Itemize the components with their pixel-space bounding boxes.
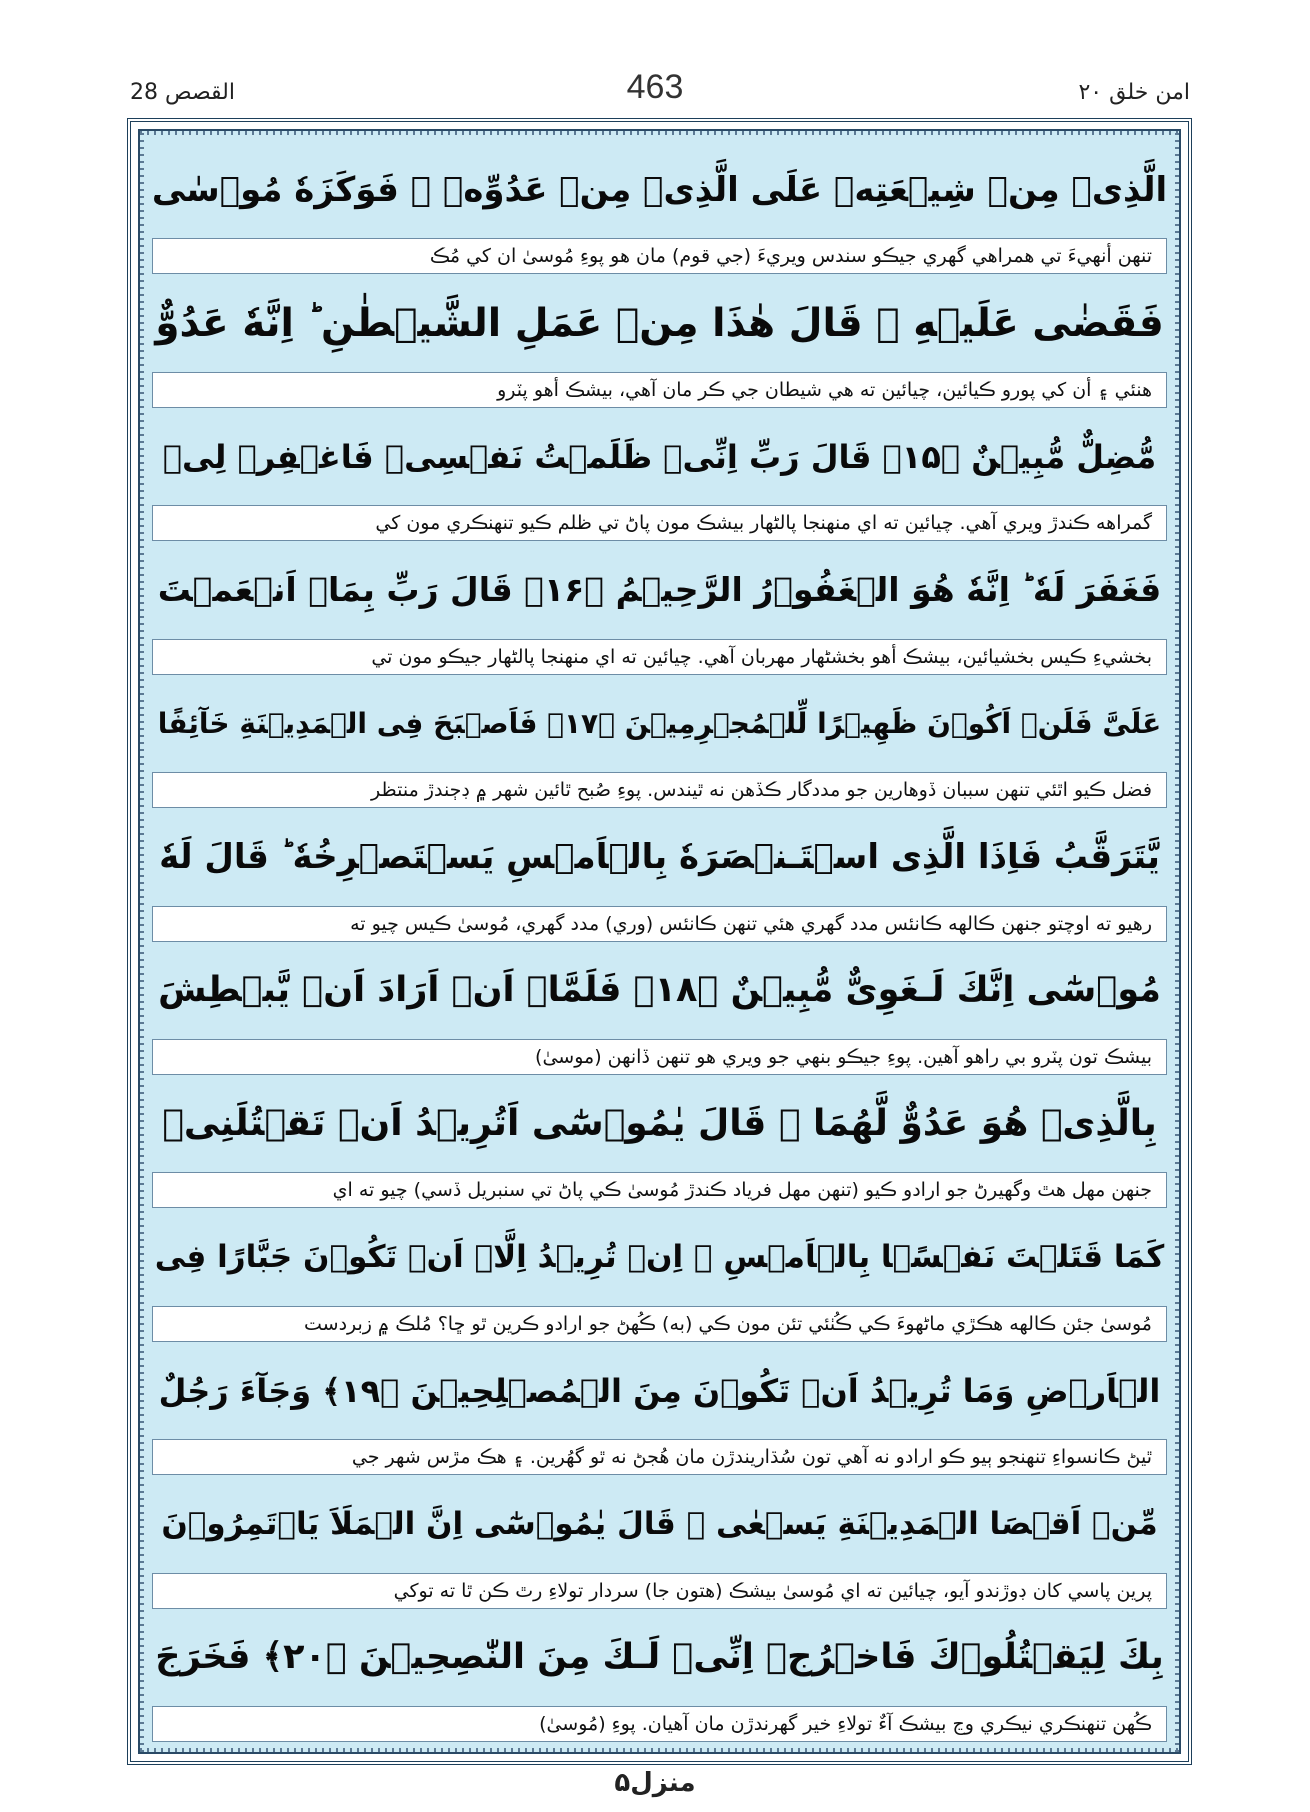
verse-line <box>152 1609 1167 1742</box>
translation-text: جنهن مهل هٿ وگهيرڻ جو ارادو ڪيو (تنهن مهل فرياد ڪندڙ مُوسىٰ ڪي پاڻ تي سنبريل ڏسي) چيو ته اي <box>152 1172 1167 1208</box>
verse-line <box>152 1475 1167 1608</box>
translation-text: مُوسىٰ جئن ڪالهه هڪڙي ماڻهوءَ ڪي ڪُٺئي تئن مون ڪي (به) ڪُهڻ جو ارادو ڪرين ٿو ڇا؟ مُلڪ ۾ زبردست <box>152 1306 1167 1342</box>
verse-content <box>152 141 1167 1742</box>
arabic-text: مِّنۡ اَقۡصَا الۡمَدِيۡنَةِ يَسۡعٰى ۖ قَالَ يٰمُوۡسٰٓى اِنَّ الۡمَلَاَ يَاۡتَمِرُوۡنَ <box>161 1505 1158 1542</box>
translation-text: ڪُهن تنهنڪري نيڪري وڃ بيشڪ آءٌ تولاءِ خير گهرندڙن مان آهيان. پوءِ (مُوسىٰ) <box>152 1706 1167 1742</box>
arabic-text: فَقَضٰى عَلَيۡهِ ۖ قَالَ هٰذَا مِنۡ عَمَلِ الشَّيۡطٰنِ ؕ اِنَّهٗ عَدُوٌّ <box>155 300 1164 346</box>
translation-text: بيشڪ تون پٽرو بي راهو آهين. پوءِ جيڪو بنهي جو ويري هو تنهن ڏانهن (موسىٰ) <box>152 1039 1167 1075</box>
surah-label: القصص 28 <box>130 80 235 105</box>
translation-text: گمراهه ڪندڙ ويري آهي. چيائين ته اي منهنجا پالڻهار بيشڪ مون پاڻ تي ظلم ڪيو تنهنڪري مون کي <box>152 505 1167 541</box>
verse-line <box>152 141 1167 274</box>
arabic-text: الۡاَرۡضِ وَمَا تُرِيۡدُ اَنۡ تَكُوۡنَ مِنَ الۡمُصۡلِحِيۡنَ ﴿۱۹﴾ وَجَآءَ رَجُلٌ <box>158 1371 1161 1410</box>
page-number: 463 <box>626 68 684 106</box>
arabic-text: مُوۡسٰٓى اِنَّكَ لَـغَوِىٌّ مُّبِيۡنٌ ﴿۱۸﴾ فَلَمَّاۤ اَنۡ اَرَادَ اَنۡ يَّبۡطِشَ <box>158 970 1161 1011</box>
manzil-label: منزل۵ <box>614 1768 696 1798</box>
translation-text: فضل ڪيو اٿئي تنهن سببان ڏوهارين جو مددگار ڪڏهن نه ٿيندس. پوءِ صُبح ٿائين شهر ۾ ڊڄندڙ منتظر <box>152 772 1167 808</box>
verse-line <box>152 1075 1167 1208</box>
page-header <box>120 70 1190 120</box>
translation-text: هنئي ۽ أن کي پورو ڪيائين، چيائين ته هي شيطان جي ڪر مان آهي، بيشڪ أهو پٽرو <box>152 372 1167 408</box>
verse-line <box>152 408 1167 541</box>
verse-line <box>152 541 1167 674</box>
verse-line <box>152 274 1167 407</box>
arabic-text: فَغَفَرَ لَهٗ ؕ اِنَّهٗ هُوَ الۡغَفُوۡرُ الرَّحِيۡمُ ﴿۱۶﴾ قَالَ رَبِّ بِمَاۤ اَنۡعَمۡتَ <box>157 570 1162 610</box>
translation-text: تنهن أنهيءَ تي همراهي گهري جيڪو سندس ويريءَ (جي قوم) مان هو پوءِ مُوسىٰ ان کي مُڪ <box>152 238 1167 274</box>
verse-line <box>152 675 1167 808</box>
verse-line <box>152 1342 1167 1475</box>
translation-text: رهيو ته اوچتو جنهن ڪالهه ڪانئس مدد گهري هئي تنهن ڪانئس (وري) مدد گهري، مُوسىٰ ڪيس چيو ته <box>152 906 1167 942</box>
arabic-text: الَّذِىۡ مِنۡ شِيۡعَتِهٖ عَلَى الَّذِىۡ مِنۡ عَدُوِّهٖ ۙ فَوَكَزَهٗ مُوۡسٰى <box>152 169 1167 210</box>
arabic-text: يَّتَرَقَّبُ فَاِذَا الَّذِى اسۡتَـنۡصَرَهٗ بِالۡاَمۡسِ يَسۡتَصۡرِخُهٗ ؕ قَالَ لَهٗ <box>159 836 1160 877</box>
arabic-text: بِكَ لِيَقۡتُلُوۡكَ فَاخۡرُجۡ اِنِّىۡ لَـكَ مِنَ النّٰصِحِيۡنَ ﴿۲۰﴾ فَخَرَجَ <box>155 1637 1164 1678</box>
page-frame <box>127 118 1192 1765</box>
translation-text: پرين پاسي کان ڊوڙندو آيو، چيائين ته اي مُوسىٰ بيشڪ (هتون جا) سردار تولاءِ رٿ ڪن ٿا ته توکي <box>152 1573 1167 1609</box>
page-frame-inner <box>138 129 1181 1754</box>
verse-line <box>152 808 1167 941</box>
translation-text: ٿيڻ ڪانسواءِ تنهنجو ٻيو ڪو ارادو نه آهي تون سُڌاريندڙن مان هُجڻ نه ٿو گهُرين. ۽ هڪ مڙس شهر جي <box>152 1439 1167 1475</box>
translation-text: بخشيءِ ڪيس بخشيائين، بيشڪ أهو بخشڻهار مهربان آهي. چيائين ته اي منهنجا پالڻهار جيڪو مون تي <box>152 639 1167 675</box>
arabic-text: كَمَا قَتَلۡتَ نَفۡسًۢا بِالۡاَمۡسِ ۖ اِنۡ تُرِيۡدُ اِلَّاۤ اَنۡ تَكُوۡنَ جَبَّارًا فِى <box>154 1239 1165 1276</box>
juz-label: امن خلق ٢٠ <box>1078 80 1190 105</box>
arabic-text: بِالَّذِىۡ هُوَ عَدُوٌّ لَّهُمَا ۙ قَالَ يٰمُوۡسٰٓى اَتُرِيۡدُ اَنۡ تَقۡتُلَنِىۡ <box>162 1103 1157 1145</box>
verse-line <box>152 1208 1167 1341</box>
verse-line <box>152 942 1167 1075</box>
arabic-text: عَلَىَّ فَلَنۡ اَكُوۡنَ ظَهِيۡرًا لِّلۡمُجۡرِمِيۡنَ ﴿۱۷﴾ فَاَصۡبَحَ فِى الۡمَدِيۡنَةِ خَآئِفًا <box>157 706 1162 740</box>
arabic-text: مُّضِلٌّ مُّبِيۡنٌ ﴿۱۵﴾ قَالَ رَبِّ اِنِّىۡ ظَلَمۡتُ نَفۡسِىۡ فَاغۡفِرۡ لِىۡ <box>162 437 1157 476</box>
